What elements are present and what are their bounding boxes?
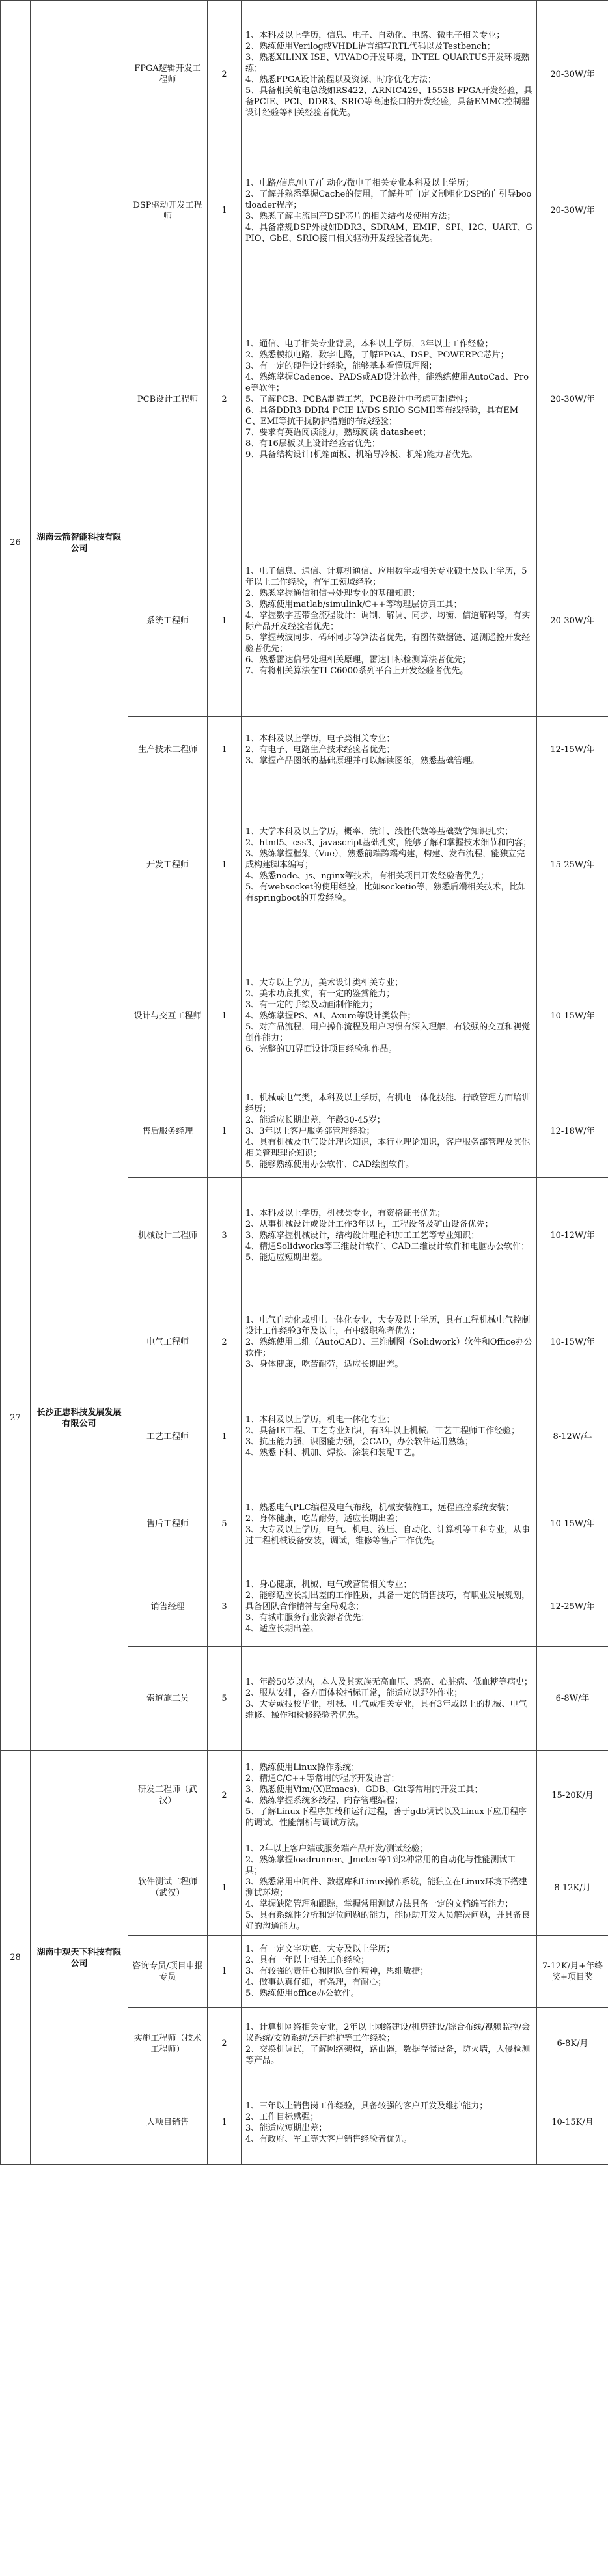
requirement-line: 4、掌握数字基带全流程设计：调制、解调、同步、均衡、信道解码等，有实际产品开发经验者优先； xyxy=(245,610,531,632)
job-requirements xyxy=(242,1085,537,1178)
job-requirements xyxy=(242,1840,537,1936)
company-number: 27 xyxy=(1,1085,31,1751)
job-headcount: 3 xyxy=(208,1178,242,1293)
job-row xyxy=(1,1085,608,1178)
requirement-line: 1、大专以上学历，美术设计类相关专业； xyxy=(245,978,404,988)
job-requirements xyxy=(242,1567,537,1647)
requirement-line: 3、3年以上客户服务部管理经验； xyxy=(245,1127,375,1136)
requirement-line: 3、有城市服务行业资源者优先； xyxy=(245,1613,370,1623)
requirement-line: 2、熟悉掌握通信和信号处理专业的基础知识； xyxy=(245,588,421,598)
job-headcount: 1 xyxy=(208,525,242,717)
job-salary: 7-12K/月+年终奖+项目奖 xyxy=(537,1936,608,2008)
job-requirements xyxy=(242,783,537,947)
job-position: 设计与交互工程师 xyxy=(128,947,208,1085)
requirement-line: 1、本科及以上学历，机械类专业，有资格证书优先； xyxy=(245,1208,446,1218)
company-number: 26 xyxy=(1,1,31,1085)
job-salary: 6-8K/月 xyxy=(537,2008,608,2080)
requirement-line: 2、交换机调试，了解网络架构，路由器，数据存储设备，防火墙，入侵检测等产品。 xyxy=(245,2044,531,2065)
job-salary: 10-12W/年 xyxy=(537,1178,608,1293)
requirement-line: 2、熟练使用二维（AutoCAD）、三维制图（Solidwork）软件和Office办公软件； xyxy=(245,1337,532,1358)
job-position: 大项目销售 xyxy=(128,2080,208,2165)
requirement-line: 6、熟悉雷达信号处理相关原理，雷达目标检测算法者优先； xyxy=(245,654,471,665)
job-requirements xyxy=(242,1,537,148)
job-position: FPGA逻辑开发工程师 xyxy=(128,1,208,148)
job-headcount: 2 xyxy=(208,2008,242,2080)
job-salary: 20-30W/年 xyxy=(537,1,608,148)
job-headcount: 2 xyxy=(208,1751,242,1840)
job-salary: 10-15W/年 xyxy=(537,947,608,1085)
requirement-line: 5、了解Linux下程序加载和运行过程，善于gdb调试以及Linux下应用程序的调试、性能剖析与调试方法。 xyxy=(245,1807,527,1828)
requirement-line: 1、电子信息、通信、计算机通信、应用数学或相关专业硕士及以上学历，5年以上工作经验，有军工领域经验； xyxy=(245,566,527,587)
job-salary: 12-18W/年 xyxy=(537,1085,608,1178)
recruitment-table-body xyxy=(1,1,608,2165)
requirement-line: 1、电气自动化或机电一体化专业，大专及以上学历，具有工程机械电气控制设计工作经验3年及以上，有中级职称者优先； xyxy=(245,1315,531,1336)
job-headcount: 1 xyxy=(208,1840,242,1936)
job-position: 实施工程师（技术工程师） xyxy=(128,2008,208,2080)
requirement-line: 2、熟练使用Verilog或VHDL语言编写RTL代码以及Testbench； xyxy=(245,42,495,51)
requirement-line: 1、计算机网络相关专业，2年以上网络建设/机房建设/综合布线/视频监控/会议系统/安防系统/运行维护等工作经验； xyxy=(245,2022,531,2043)
requirement-line: 5、具备相关航电总线如RS422、ARNIC429、1553B FPGA开发经验，具备PCIE、PCI、DDR3、SRIO等高速接口的开发经验，具备EMMC控制器设计经验等相关经验者优先。 xyxy=(245,86,532,118)
job-headcount: 5 xyxy=(208,1481,242,1567)
company-name: 湖南中观天下科技有限公司 xyxy=(31,1751,128,2165)
requirement-line: 1、本科及以上学历，信息、电子、自动化、电路、微电子相关专业； xyxy=(245,31,505,40)
requirement-line: 6、完整的UI界面设计项目经验和作品。 xyxy=(245,1044,397,1054)
job-headcount: 1 xyxy=(208,2080,242,2165)
job-salary: 12-15W/年 xyxy=(537,717,608,783)
requirement-line: 4、做事认真仔细，有条理，有耐心； xyxy=(245,1978,387,1987)
requirement-line: 3、抗压能力强，识图能力强，会CAD，办公软件运用熟练； xyxy=(245,1437,474,1447)
job-requirements xyxy=(242,1936,537,2008)
job-requirements xyxy=(242,1751,537,1840)
job-requirements xyxy=(242,717,537,783)
requirement-line: 2、能够适应长期出差的工作性质，具备一定的销售技巧，有职业发展规划，具备团队合作精神与全局观念； xyxy=(245,1591,531,1612)
job-headcount: 1 xyxy=(208,148,242,273)
job-position: 咨询专员/项目申报专员 xyxy=(128,1936,208,2008)
job-position: 售后服务经理 xyxy=(128,1085,208,1178)
requirement-line: 2、具有一年以上相关工作经验； xyxy=(245,1955,370,1965)
requirement-line: 3、熟悉常用中间件、数据库和Linux操作系统，能独立在Linux环境下搭建测试环境； xyxy=(245,1877,528,1898)
requirement-line: 5、熟练使用office办公软件。 xyxy=(245,1989,359,1998)
job-headcount: 2 xyxy=(208,1,242,148)
job-position: 系统工程师 xyxy=(128,525,208,717)
job-requirements xyxy=(242,1392,537,1481)
job-salary: 8-12W/年 xyxy=(537,1392,608,1481)
requirement-line: 5、具有系统性分析和定位问题的能力，能协助开发人员解决问题，并具备良好的沟通能力。 xyxy=(245,1911,531,1931)
job-position: 软件测试工程师（武汉） xyxy=(128,1840,208,1936)
requirement-line: 4、熟悉FPGA设计流程以及资源、时序优化方法； xyxy=(245,75,436,85)
job-salary: 20-30W/年 xyxy=(537,148,608,273)
job-row xyxy=(1,1751,608,1840)
job-position: 电气工程师 xyxy=(128,1293,208,1392)
job-salary: 10-15W/年 xyxy=(537,1293,608,1392)
job-headcount: 3 xyxy=(208,1567,242,1647)
requirement-line: 5、能够熟练使用办公软件、CAD绘图软件。 xyxy=(245,1160,415,1169)
job-requirements xyxy=(242,148,537,273)
company-name: 湖南云箭智能科技有限公司 xyxy=(31,1,128,1085)
requirement-line: 1、机械或电气类，本科及以上学历，有机电一体化技能、行政管理方面培训经历； xyxy=(245,1093,531,1114)
requirement-line: 4、熟练掌握系统多线程、内存管理编程； xyxy=(245,1796,404,1806)
requirement-line: 2、能适应长期出差，年龄30-45岁； xyxy=(245,1115,385,1125)
requirement-line: 3、掌握产品图纸的基础原理并可以解读图纸，熟悉基础管理。 xyxy=(245,756,480,766)
job-position: 售后工程师 xyxy=(128,1481,208,1567)
job-position: 研发工程师（武汉） xyxy=(128,1751,208,1840)
requirement-line: 1、熟悉电气PLC编程及电气布线，机械安装施工，远程监控系统安装； xyxy=(245,1502,514,1513)
job-position: 开发工程师 xyxy=(128,783,208,947)
requirement-line: 3、大专及以上学历，电气、机电、液压、自动化、计算机等工科专业，从事过工程机械设备安装，调试，维修等售后工作优先。 xyxy=(245,1524,531,1546)
job-salary: 6-8W/年 xyxy=(537,1647,608,1751)
job-salary: 10-15K/月 xyxy=(537,2080,608,2165)
job-position: 机械设计工程师 xyxy=(128,1178,208,1293)
requirement-line: 3、能适应短期出差； xyxy=(245,2123,327,2133)
requirement-line: 4、精通Solidworks等三维设计软件、CAD二维设计软件和电脑办公软件； xyxy=(245,1241,530,1252)
requirement-line: 4、熟悉node、js、nginx等技术，有相关项目开发经验者优先； xyxy=(245,871,489,881)
requirement-line: 2、精通C/C++等常用的程序开发语言； xyxy=(245,1774,400,1784)
job-requirements xyxy=(242,2008,537,2080)
requirement-line: 3、熟悉了解主流国产DSP芯片的相关结构及使用方法； xyxy=(245,211,456,221)
job-position: 销售经理 xyxy=(128,1567,208,1647)
requirement-line: 3、有一定的手绘及动画制作能力； xyxy=(245,1000,378,1010)
requirement-line: 1、三年以上销售岗工作经验，具备较强的客户开发及维护能力； xyxy=(245,2101,488,2111)
requirement-line: 2、具备IE工程、工艺专业知识，有3年以上机械厂工艺工程师工作经验； xyxy=(245,1426,520,1436)
job-requirements xyxy=(242,1293,537,1392)
job-requirements xyxy=(242,1647,537,1751)
requirement-line: 5、能适应短期出差。 xyxy=(245,1252,327,1263)
requirement-line: 1、有一定文字功底，大专及以上学历； xyxy=(245,1944,395,1954)
job-headcount: 5 xyxy=(208,1647,242,1751)
requirement-line: 3、身体健康，吃苦耐劳，适应长期出差。 xyxy=(245,1360,404,1369)
requirement-line: 2、html5、css3、javascript基础扎实，能够了解和掌握技术细节和内容； xyxy=(245,838,532,848)
job-requirements xyxy=(242,947,537,1085)
job-requirements xyxy=(242,1481,537,1567)
requirement-line: 2、工作目标感强； xyxy=(245,2112,319,2122)
requirement-line: 3、熟悉XILINX ISE、VIVADO开发环境，INTEL QUARTUS开发环境熟练； xyxy=(245,53,530,74)
company-number: 28 xyxy=(1,1751,31,2165)
requirement-line: 4、熟练掌握Cadence、PADS或AD设计软件，能熟练使用AutoCad、Proe等软件； xyxy=(245,372,529,393)
requirement-line: 4、具备常规DSP外设如DDR3、SDRAM、EMIF、SPI、I2C、UART、GPIO、GbE、SRIO接口相关驱动开发经验者优先。 xyxy=(245,222,532,244)
requirement-line: 4、有政府、军工等大客户销售经验者优先。 xyxy=(245,2134,412,2144)
company-name: 长沙正忠科技发展发展有限公司 xyxy=(31,1085,128,1751)
job-salary: 8-12K/月 xyxy=(537,1840,608,1936)
job-row xyxy=(1,1,608,148)
job-headcount: 1 xyxy=(208,1936,242,2008)
requirement-line: 1、本科及以上学历，机电一体化专业； xyxy=(245,1415,395,1425)
job-salary: 20-30W/年 xyxy=(537,525,608,717)
requirement-line: 1、身心健康，机械、电气或营销相关专业； xyxy=(245,1580,412,1589)
requirement-line: 1、大学本科及以上学历，概率、统计、线性代数等基础数学知识扎实； xyxy=(245,827,514,837)
job-headcount: 2 xyxy=(208,273,242,525)
requirement-line: 2、有电子、电路生产技术经验者优先； xyxy=(245,745,395,755)
requirement-line: 1、电路/信息/电子/自动化/微电子相关专业本科及以上学历； xyxy=(245,178,474,188)
requirement-line: 7、有将相关算法在TI C6000系列平台上开发经验者优先。 xyxy=(245,665,469,676)
requirement-line: 3、熟练掌握框架（Vue），熟悉前端跨端构建，构建、发布流程，能独立完成构建脚本编写； xyxy=(245,849,525,870)
job-headcount: 1 xyxy=(208,1085,242,1178)
requirement-line: 1、2年以上客户端或服务端产品开发/测试经验； xyxy=(245,1844,428,1854)
requirement-line: 4、掌握缺陷管理和跟踪，掌握常用测试方法具备一定的文档编写能力； xyxy=(245,1899,514,1909)
job-position: 工艺工程师 xyxy=(128,1392,208,1481)
requirement-line: 2、美术功底扎实，有一定的鉴赏能力； xyxy=(245,989,395,999)
job-requirements xyxy=(242,525,537,717)
job-salary: 15-25W/年 xyxy=(537,783,608,947)
requirement-line: 5、了解PCB、PCBA制造工艺，PCB设计中考虑可制造性； xyxy=(245,394,473,404)
requirement-line: 9、具备结构设计(机箱面板、机箱导冷板、机箱)能力者优先。 xyxy=(245,449,478,460)
requirement-line: 1、年龄50岁以内，本人及其家族无高血压、恐高、心脏病、低血糖等病史； xyxy=(245,1677,532,1687)
requirement-line: 2、熟练掌握loadrunner、Jmeter等1到2种常用的自动化与性能测试工具； xyxy=(245,1855,516,1876)
requirement-line: 2、服从安排，各方面体检指标正常，能适应以野外作业； xyxy=(245,1688,463,1698)
requirement-line: 8、有16层板以上设计经验者优先； xyxy=(245,438,380,449)
requirement-line: 4、熟悉下料、机加、焊接、涂装和装配工艺。 xyxy=(245,1448,421,1458)
requirement-line: 2、身体健康，吃苦耐劳，适应长期出差； xyxy=(245,1513,404,1524)
requirement-line: 6、具备DDR3 DDR4 PCIE LVDS SRIO SGMII等布线经验，具有EMC、EMI等抗干扰防护措施的布线经验； xyxy=(245,405,519,427)
job-requirements xyxy=(242,2080,537,2165)
requirement-line: 2、了解并熟悉掌握Cache的使用，了解并可自定义制粗化DSP的自引导bootloader程序； xyxy=(245,189,532,210)
requirement-line: 5、掌握载波同步、码环同步等算法者优先，有图传数据链、遥测遥控开发经验者优先； xyxy=(245,632,531,654)
requirement-line: 4、具有机械及电气设计理论知识，本行业理论知识，客户服务部管理及其他相关管理理论知识； xyxy=(245,1138,531,1158)
job-salary: 10-15W/年 xyxy=(537,1481,608,1567)
job-position: 生产技术工程师 xyxy=(128,717,208,783)
requirement-line: 3、熟练使用matlab/simulink/C++等物理层仿真工具； xyxy=(245,599,462,609)
job-requirements xyxy=(242,1178,537,1293)
job-salary: 20-30W/年 xyxy=(537,273,608,525)
job-headcount: 1 xyxy=(208,1392,242,1481)
job-position: 索道施工员 xyxy=(128,1647,208,1751)
requirement-line: 4、熟练掌握PS、AI、Axure等设计类软件； xyxy=(245,1011,416,1021)
requirement-line: 2、从事机械设计或设计工作3年以上，工程设备及矿山设备优先； xyxy=(245,1219,493,1229)
requirement-line: 3、大专或技校毕业，机械、电气或相关专业，具有3年或以上的机械、电气维修、操作和检修经验者优先。 xyxy=(245,1699,527,1720)
requirement-line: 3、熟悉使用Vim/(X)Emacs)、GDB、Git等常用的开发工具； xyxy=(245,1785,483,1795)
requirement-line: 4、适应长期出差。 xyxy=(245,1624,319,1634)
job-headcount: 2 xyxy=(208,1293,242,1392)
requirement-line: 1、本科及以上学历，电子类相关专业； xyxy=(245,734,395,744)
requirement-line: 5、对产品流程，用户操作流程及用户习惯有深入理解，有较强的交互和视觉创作能力； xyxy=(245,1022,531,1043)
requirement-line: 1、通信、电子相关专业背景，本科以上学历，3年以上工作经验； xyxy=(245,339,493,349)
job-headcount: 1 xyxy=(208,783,242,947)
job-salary: 12-25W/年 xyxy=(537,1567,608,1647)
job-headcount: 1 xyxy=(208,717,242,783)
requirement-line: 3、有较强的责任心和团队合作精神，思维敏捷； xyxy=(245,1967,429,1976)
requirement-line: 7、要求有英语阅读能力，熟练阅读 datasheet； xyxy=(245,427,432,438)
requirement-line: 3、有一定的硬件设计经验，能够基本看懂原理图； xyxy=(245,361,437,371)
requirement-line: 1、熟练使用Linux操作系统； xyxy=(245,1763,360,1772)
job-position: PCB设计工程师 xyxy=(128,273,208,525)
requirement-line: 5、有websocket的使用经验，比如socketio等，熟悉后端相关技术，比如有springboot的开发经验。 xyxy=(245,882,527,903)
requirement-line: 2、熟悉模拟电路、数字电路，了解FPGA、DSP、POWERPC芯片； xyxy=(245,350,509,360)
job-requirements xyxy=(242,273,537,525)
job-headcount: 1 xyxy=(208,947,242,1085)
job-position: DSP驱动开发工程师 xyxy=(128,148,208,273)
requirement-line: 3、熟练掌握机械设计，结构设计理论和加工工艺等专业知识； xyxy=(245,1230,480,1240)
job-salary: 15-20K/月 xyxy=(537,1751,608,1840)
